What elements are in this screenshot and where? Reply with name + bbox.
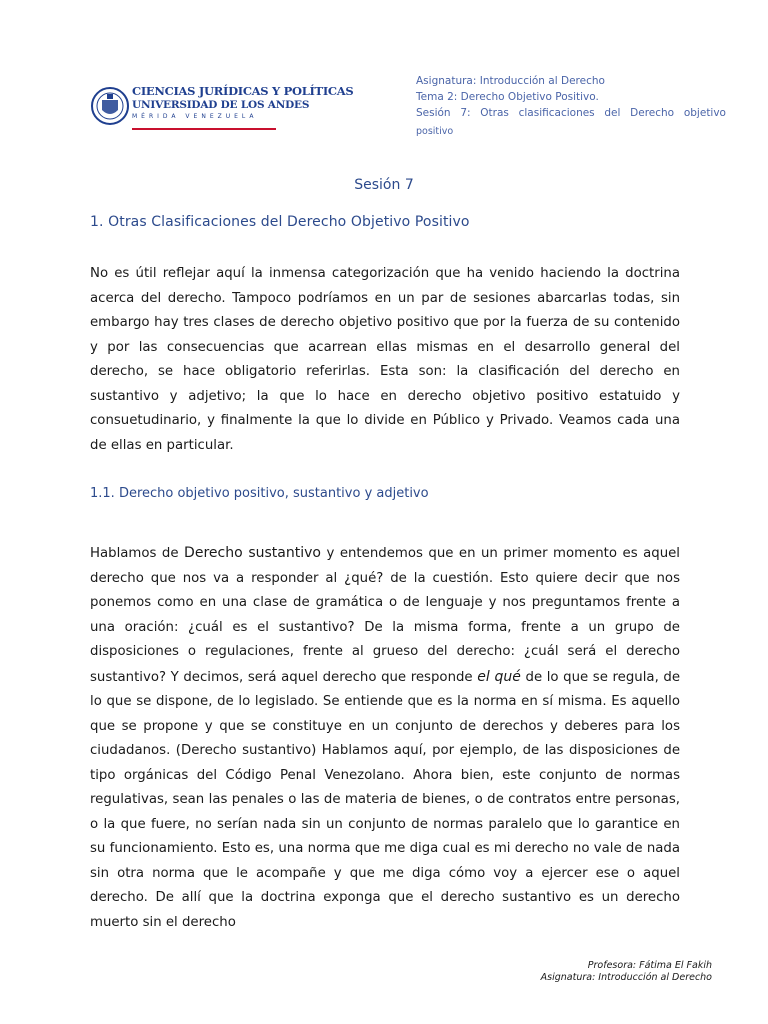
header-sesion: Sesión 7: Otras clasificaciones del Derecho objetivo [416,107,726,119]
page-footer [541,960,712,984]
para2-emphasis-el-que: el qué [477,668,521,685]
logo-line-3: MÉRIDA VENEZUELA [132,113,258,120]
footer-asignatura: Asignatura: Introducción al Derecho [540,972,712,983]
university-seal-icon [90,86,130,126]
section-heading-1-1: 1.1. Derecho objetivo positivo, sustantivo y adjetivo [90,486,429,501]
header-asignatura: Asignatura: Introducción al Derecho [416,75,605,87]
university-logo [90,84,354,134]
logo-line-1: CIENCIAS JURÍDICAS Y POLÍTICAS [132,84,354,98]
para2-term-derecho-sustantivo: Derecho sustantivo [184,545,321,561]
para2-part-a: Hablamos de [90,546,185,561]
para2-part-e: de lo que se regula, de lo que se dispone, de lo legislado. Se entiende que es la norma en sí misma. Es aquello que se propone y que se constituye en un conjunto de derechos y deberes para los ciudadanos. (Derecho sustantivo) Hablamos aquí, por ejemplo, de las disposiciones de tipo orgánicas del Código Penal Venezolano. Ahora bien, este conjunto de normas regulativas, sean las penales o las de materia de bienes, o de contratos entre personas, o la que fuere, no serían nada sin un conjunto de normas paralelo que lo garantice en su funcionamiento. Esto es, una norma que me diga cual es mi derecho no vale de nada sin otra norma que le acompañe y que me diga cómo voy a ejercer ese o aquel derecho. De allí que la doctrina exponga que el derecho sustantivo es un derecho muerto sin el derecho [90,669,681,930]
header-sesion-cont: positivo [416,126,454,137]
paragraph-2 [90,541,680,935]
course-header [416,73,726,140]
page-title: Sesión 7 [354,177,414,193]
logo-red-rule [132,128,276,130]
section-heading-1: 1. Otras Clasificaciones del Derecho Objetivo Positivo [90,214,470,230]
paragraph-1: No es útil reflejar aquí la inmensa categorización que ha venido haciendo la doctrina acerca del derecho. Tampoco podríamos en un par de sesiones abarcarlas todas, sin embargo hay tres clases de derecho objetivo positivo que por la fuerza de su contenido y por las consecuencias que acarrean ellas mismas en el desarrollo general del derecho, se hace obligatorio referirlas. Esta son: la clasificación del derecho en sustantivo y adjetivo; la que lo hace en derecho objetivo positivo estatuido y consuetudinario, y finalmente la que lo divide en Público y Privado. Veamos cada una de ellas en particular. [90,266,680,453]
para2-part-c: y entendemos que en un primer momento es aquel derecho que nos va a responder al ¿qué? de la cuestión. Esto quiere decir que nos ponemos como en una clase de gramática o de lenguaje y nos preguntamos frente a una oración: ¿cuál es el sustantivo? De la misma forma, frente a un grupo de disposiciones o regulaciones, frente al grueso del derecho: ¿cuál será el derecho sustantivo? Y decimos, será aquel derecho que responde [90,546,680,685]
logo-line-2: UNIVERSIDAD DE LOS ANDES [132,99,310,111]
footer-profesora: Profesora: Fátima El Fakih [587,960,712,971]
header-tema: Tema 2: Derecho Objetivo Positivo. [416,91,599,103]
